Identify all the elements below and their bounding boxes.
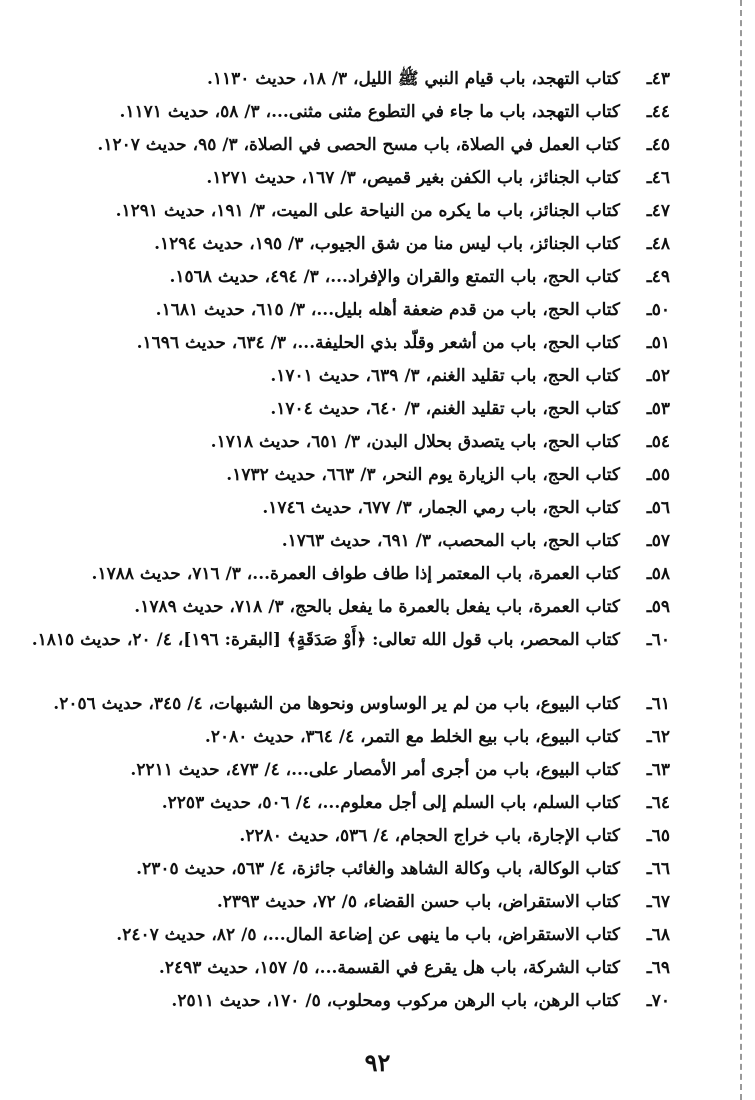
list-item xyxy=(20,130,670,163)
entry-text: كتاب الجنائز، باب ليس منا من شق الجيوب، ٣/ ١٩٥، حديث ١٢٩٤. xyxy=(154,234,620,254)
entry-text: كتاب الحج، باب المحصب، ٣/ ٦٩١، حديث ١٧٦٣. xyxy=(281,531,620,551)
entry-text: كتاب الإجارة، باب خراج الحجام، ٤/ ٥٣٦، حديث ٢٢٨٠. xyxy=(239,826,620,846)
entry-number: ٤٥ـ xyxy=(646,135,670,155)
entry-number: ٦٩ـ xyxy=(646,958,670,978)
list-item xyxy=(20,821,670,854)
entry-text: كتاب البيوع، باب بيع الخلط مع التمر، ٤/ ٣٦٤، حديث ٢٠٨٠. xyxy=(204,727,620,747)
entry-number: ٦١ـ xyxy=(646,694,670,714)
entry-text: كتاب الحج، باب رمي الجمار، ٣/ ٦٧٧، حديث ١٧٤٦. xyxy=(262,498,620,518)
page-number: ٩٢ xyxy=(364,1048,391,1077)
list-item xyxy=(20,592,670,625)
entry-text: كتاب الحج، باب من قدم ضعفة أهله بليل...، ٣/ ٦١٥، حديث ١٦٨١. xyxy=(155,300,620,320)
list-item xyxy=(20,196,670,229)
entry-number: ٦٥ـ xyxy=(646,826,670,846)
list-item xyxy=(20,97,670,130)
list-item xyxy=(20,64,670,97)
entry-number: ٤٦ـ xyxy=(646,168,670,188)
entry-text: كتاب الاستقراض، باب حسن القضاء، ٥/ ٧٢، حديث ٢٣٩٣. xyxy=(216,892,620,912)
entry-number: ٥٤ـ xyxy=(646,432,670,452)
entry-number: ٧٠ـ xyxy=(646,991,670,1011)
entry-text: كتاب الحج، باب الزيارة يوم النحر، ٣/ ٦٦٣، حديث ١٧٣٢. xyxy=(226,465,620,485)
list-item xyxy=(20,163,670,196)
entry-text: كتاب الحج، باب تقليد الغنم، ٣/ ٦٣٩، حديث ١٧٠١. xyxy=(270,366,620,386)
entry-text: كتاب العمل في الصلاة، باب مسح الحصى في الصلاة، ٣/ ٩٥، حديث ١٢٠٧. xyxy=(97,135,620,155)
entry-text: كتاب الشركة، باب هل يقرع في القسمة...، ٥/ ١٥٧، حديث ٢٤٩٣. xyxy=(158,958,620,978)
list-item xyxy=(20,559,670,592)
list-item xyxy=(20,625,670,689)
entry-text: كتاب السلم، باب السلم إلى أجل معلوم...، ٤/ ٥٠٦، حديث ٢٢٥٣. xyxy=(161,793,620,813)
entry-number: ٥١ـ xyxy=(646,333,670,353)
page-edge-dashed-line xyxy=(740,0,742,1100)
list-item xyxy=(20,262,670,295)
list-item xyxy=(20,953,670,986)
entry-text: كتاب الوكالة، باب وكالة الشاهد والغائب جائزة، ٤/ ٥٦٣، حديث ٢٣٠٥. xyxy=(136,859,620,879)
entry-text: كتاب التهجد، باب قيام النبي ﷺ الليل، ٣/ ١٨، حديث ١١٣٠. xyxy=(206,69,620,89)
entry-text: كتاب الحج، باب من أشعر وقلّد بذي الحليفة...، ٣/ ٦٣٤، حديث ١٦٩٦. xyxy=(136,333,620,353)
entry-text: كتاب الاستقراض، باب ما ينهى عن إضاعة المال...، ٥/ ٨٢، حديث ٢٤٠٧. xyxy=(116,925,620,945)
entry-text: كتاب الحج، باب يتصدق بحلال البدن، ٣/ ٦٥١، حديث ١٧١٨. xyxy=(210,432,620,452)
entry-number: ٤٩ـ xyxy=(646,267,670,287)
entry-text: كتاب الجنائز، باب ما يكره من النياحة على الميت، ٣/ ١٩١، حديث ١٢٩١. xyxy=(115,201,620,221)
entry-text: كتاب الجنائز، باب الكفن بغير قميص، ٣/ ١٦٧، حديث ١٢٧١. xyxy=(206,168,620,188)
entry-number: ٤٧ـ xyxy=(646,201,670,221)
list-item xyxy=(20,394,670,427)
list-item xyxy=(20,328,670,361)
entry-number: ٤٨ـ xyxy=(646,234,670,254)
entry-number: ٦٢ـ xyxy=(646,727,670,747)
entry-number: ٥٠ـ xyxy=(646,300,670,320)
entry-text: كتاب الرهن، باب الرهن مركوب ومحلوب، ٥/ ١٧٠، حديث ٢٥١١. xyxy=(171,991,620,1011)
entry-number: ٥٨ـ xyxy=(646,564,670,584)
list-item xyxy=(20,427,670,460)
list-item xyxy=(20,755,670,788)
entry-text: كتاب البيوع، باب من لم ير الوساوس ونحوها من الشبهات، ٤/ ٣٤٥، حديث ٢٠٥٦. xyxy=(53,694,620,714)
list-item xyxy=(20,788,670,821)
entry-number: ٦٦ـ xyxy=(646,859,670,879)
entry-number: ٥٣ـ xyxy=(646,399,670,419)
entry-number: ٦٤ـ xyxy=(646,793,670,813)
reference-list xyxy=(20,64,670,1019)
entry-text: كتاب المحصر، باب قول الله تعالى: ﴿أَوْ صَدَقَةٍ﴾ [البقرة: ١٩٦]، ٤/ ٢٠، حديث ١٨١٥. xyxy=(31,630,620,650)
entry-number: ٥٢ـ xyxy=(646,366,670,386)
list-item xyxy=(20,361,670,394)
entry-text: كتاب الحج، باب التمتع والقران والإفراد...، ٣/ ٤٩٤، حديث ١٥٦٨. xyxy=(169,267,620,287)
entry-number: ٦٨ـ xyxy=(646,925,670,945)
entry-number: ٥٧ـ xyxy=(646,531,670,551)
list-item xyxy=(20,229,670,262)
entry-number: ٥٩ـ xyxy=(646,597,670,617)
entry-number: ٤٤ـ xyxy=(646,102,670,122)
list-item xyxy=(20,526,670,559)
list-item xyxy=(20,722,670,755)
list-item xyxy=(20,460,670,493)
entry-number: ٥٥ـ xyxy=(646,465,670,485)
entry-text: كتاب الحج، باب تقليد الغنم، ٣/ ٦٤٠، حديث ١٧٠٤. xyxy=(270,399,620,419)
list-item xyxy=(20,920,670,953)
list-item xyxy=(20,689,670,722)
list-item xyxy=(20,854,670,887)
entry-number: ٥٦ـ xyxy=(646,498,670,518)
entry-number: ٤٣ـ xyxy=(646,69,670,89)
entry-number: ٦٣ـ xyxy=(646,760,670,780)
entry-text: كتاب العمرة، باب المعتمر إذا طاف طواف العمرة...، ٣/ ٧١٦، حديث ١٧٨٨. xyxy=(91,564,620,584)
list-item xyxy=(20,493,670,526)
entry-text: كتاب التهجد، باب ما جاء في التطوع مثنى مثنى...، ٣/ ٥٨، حديث ١١٧١. xyxy=(119,102,620,122)
list-item xyxy=(20,986,670,1019)
entry-text: كتاب البيوع، باب من أجرى أمر الأمصار على...، ٤/ ٤٧٣، حديث ٢٢١١. xyxy=(130,760,620,780)
list-item xyxy=(20,295,670,328)
entry-number: ٦٧ـ xyxy=(646,892,670,912)
entry-text: كتاب العمرة، باب يفعل بالعمرة ما يفعل بالحج، ٣/ ٧١٨، حديث ١٧٨٩. xyxy=(134,597,620,617)
list-item xyxy=(20,887,670,920)
entry-number: ٦٠ـ xyxy=(646,630,670,650)
